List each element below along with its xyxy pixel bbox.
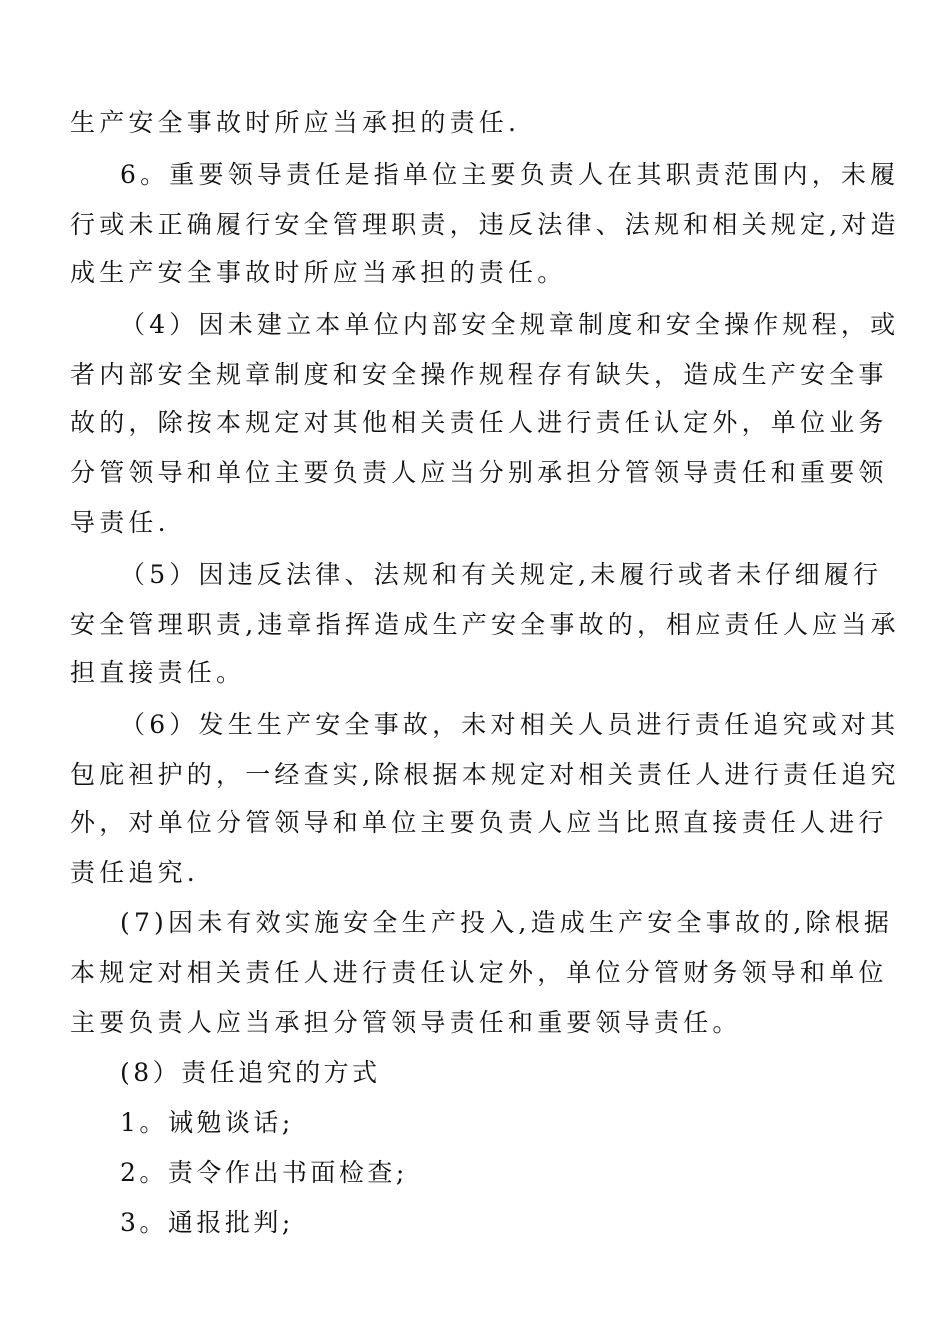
text-line: 责任追究. [70, 858, 199, 887]
text-line: 故的，除按本规定对其他相关责任人进行责任认定外，单位业务 [70, 408, 888, 437]
list-item: 2。责令作出书面检查; [120, 1158, 408, 1187]
text-line: 分管领导和单位主要负责人应当分别承担分管领导责任和重要领 [70, 458, 888, 487]
text-line: 6。重要领导责任是指单位主要负责人在其职责范围内，未履 [120, 160, 900, 189]
text-line: 主要负责人应当承担分管领导责任和重要领导责任。 [70, 1008, 742, 1037]
text-line: 包庇袒护的，一经查实,除根据本规定对相关责任人进行责任追究 [70, 760, 900, 789]
text-line: 者内部安全规章制度和安全操作规程存有缺失，造成生产安全事 [70, 360, 888, 389]
text-line: 本规定对相关责任人进行责任认定外，单位分管财务领导和单位 [70, 958, 888, 987]
text-line: (7)因未有效实施安全生产投入,造成生产安全事故的,除根据 [120, 908, 894, 937]
text-line: （5）因违反法律、法规和有关规定,未履行或者未仔细履行 [120, 560, 883, 589]
text-line: (8）责任追究的方式 [120, 1058, 381, 1087]
text-line: 导责任. [70, 508, 170, 537]
text-line: （4）因未建立本单位内部安全规章制度和安全操作规程，或 [120, 310, 900, 339]
text-line: 担直接责任。 [70, 658, 246, 687]
text-line: 行或未正确履行安全管理职责，违反法律、法规和相关规定,对造 [70, 210, 900, 239]
list-item: 1。诫勉谈话; [120, 1108, 294, 1137]
text-line: 生产安全事故时所应当承担的责任. [70, 108, 521, 137]
text-line: 安全管理职责,违章指挥造成生产安全事故的，相应责任人应当承 [70, 610, 900, 639]
text-line: 外，对单位分管领导和单位主要负责人应当比照直接责任人进行 [70, 808, 888, 837]
text-line: （6）发生生产安全事故，未对相关人员进行责任追究或对其 [120, 710, 900, 739]
list-item: 3。通报批判; [120, 1208, 294, 1237]
text-line: 成生产安全事故时所应当承担的责任。 [70, 258, 567, 287]
